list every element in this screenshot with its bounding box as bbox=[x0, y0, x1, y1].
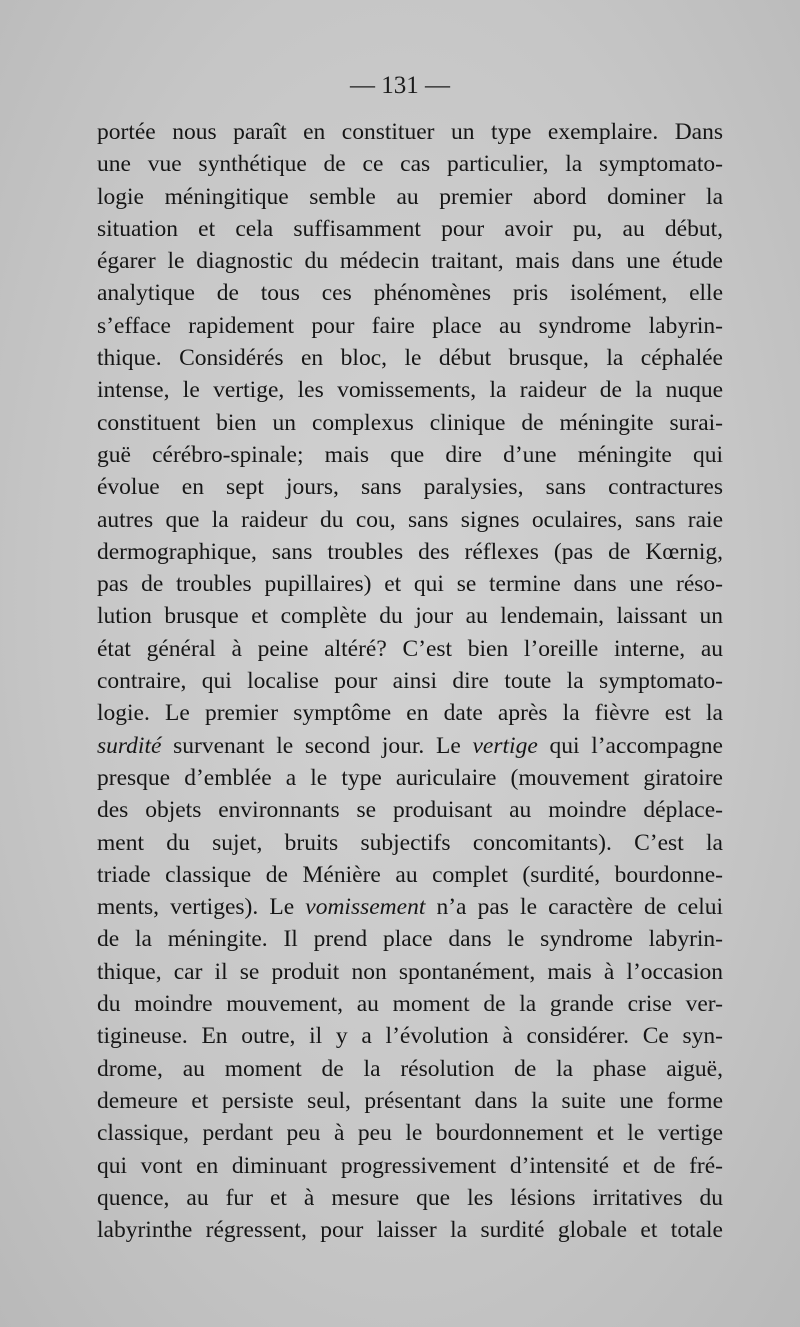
body-text bbox=[97, 116, 723, 1246]
text-line: labyrinthe régressent, pour laisser la surdité globale et totale bbox=[97, 1217, 723, 1244]
text-line: demeure et persiste seul, présentant dans la suite une forme bbox=[97, 1087, 723, 1114]
text-line: état général à peine altéré? C’est bien l’oreille interne, au bbox=[97, 635, 723, 662]
text-line: lution brusque et complète du jour au lendemain, laissant un bbox=[97, 603, 723, 630]
text-line: portée nous paraît en constituer un type exemplaire. Dans bbox=[97, 119, 723, 145]
text-line: du moindre mouvement, au moment de la grande crise ver- bbox=[97, 991, 723, 1018]
text-fragment: survenant le second jour. Le bbox=[161, 732, 473, 759]
text-line: quence, au fur et à mesure que les lésions irritatives du bbox=[97, 1184, 723, 1211]
text-line: drome, au moment de la résolution de la phase aiguë, bbox=[97, 1055, 723, 1082]
text-line: intense, le vertige, les vomissements, la raideur de la nuque bbox=[97, 377, 723, 404]
text-line: triade classique de Ménière au complet (surdité, bourdonne- bbox=[97, 861, 723, 888]
text-line: évolue en sept jours, sans paralysies, sans contractures bbox=[97, 474, 723, 501]
text-line: thique, car il se produit non spontanément, mais à l’occasion bbox=[97, 958, 723, 985]
text-line: logie méningitique semble au premier abord dominer la bbox=[97, 183, 723, 210]
text-line: égarer le diagnostic du médecin traitant, mais dans une étude bbox=[97, 248, 723, 275]
text-fragment: ments, vertiges). Le bbox=[97, 894, 306, 921]
italic-word: vomissement bbox=[305, 894, 426, 921]
text-line: guë cérébro-spinale; mais que dire d’une méningite qui bbox=[97, 441, 723, 468]
text-line: situation et cela suffisamment pour avoir pu, au début, bbox=[97, 215, 723, 242]
italic-word: vertige bbox=[472, 732, 538, 759]
text-line: qui vont en diminuant progressivement d’intensité et de fré- bbox=[97, 1152, 723, 1179]
text-line: tigineuse. En outre, il y a l’évolution à considérer. Ce syn- bbox=[97, 1023, 723, 1050]
text-line: des objets environnants se produisant au moindre déplace- bbox=[97, 797, 723, 824]
text-line: analytique de tous ces phénomènes pris isolément, elle bbox=[97, 280, 723, 307]
text-line: classique, perdant peu à peu le bourdonnement et le vertige bbox=[97, 1120, 723, 1147]
text-line: constituent bien un complexus clinique de méningite surai- bbox=[97, 409, 723, 436]
text-fragment: qui l’accompagne bbox=[537, 732, 723, 759]
text-line: pas de troubles pupillaires) et qui se termine dans une réso- bbox=[97, 571, 723, 598]
text-line: dermographique, sans troubles des réflexes (pas de Kœrnig, bbox=[97, 538, 723, 565]
text-line: contraire, qui localise pour ainsi dire toute la symptomato- bbox=[97, 668, 723, 695]
text-line: de la méningite. Il prend place dans le syndrome labyrin- bbox=[97, 926, 723, 953]
text-line-italic-mixed bbox=[97, 730, 723, 762]
text-line: s’efface rapidement pour faire place au syndrome labyrin- bbox=[97, 312, 723, 339]
text-line: thique. Considérés en bloc, le début brusque, la céphalée bbox=[97, 345, 723, 372]
text-line: ment du sujet, bruits subjectifs concomitants). C’est la bbox=[97, 829, 723, 856]
page-number: — 131 — bbox=[350, 72, 450, 99]
italic-word: surdité bbox=[97, 732, 162, 759]
text-line: logie. Le premier symptôme en date après la fièvre est la bbox=[97, 700, 723, 727]
text-line: autres que la raideur du cou, sans signes oculaires, sans raie bbox=[97, 506, 723, 533]
text-fragment: n’a pas le caractère de celui bbox=[425, 894, 724, 921]
text-line: presque d’emblée a le type auriculaire (mouvement giratoire bbox=[97, 764, 723, 791]
text-line: une vue synthétique de ce cas particulier, la symptomato- bbox=[97, 151, 723, 178]
text-line-italic-mixed bbox=[97, 891, 723, 923]
